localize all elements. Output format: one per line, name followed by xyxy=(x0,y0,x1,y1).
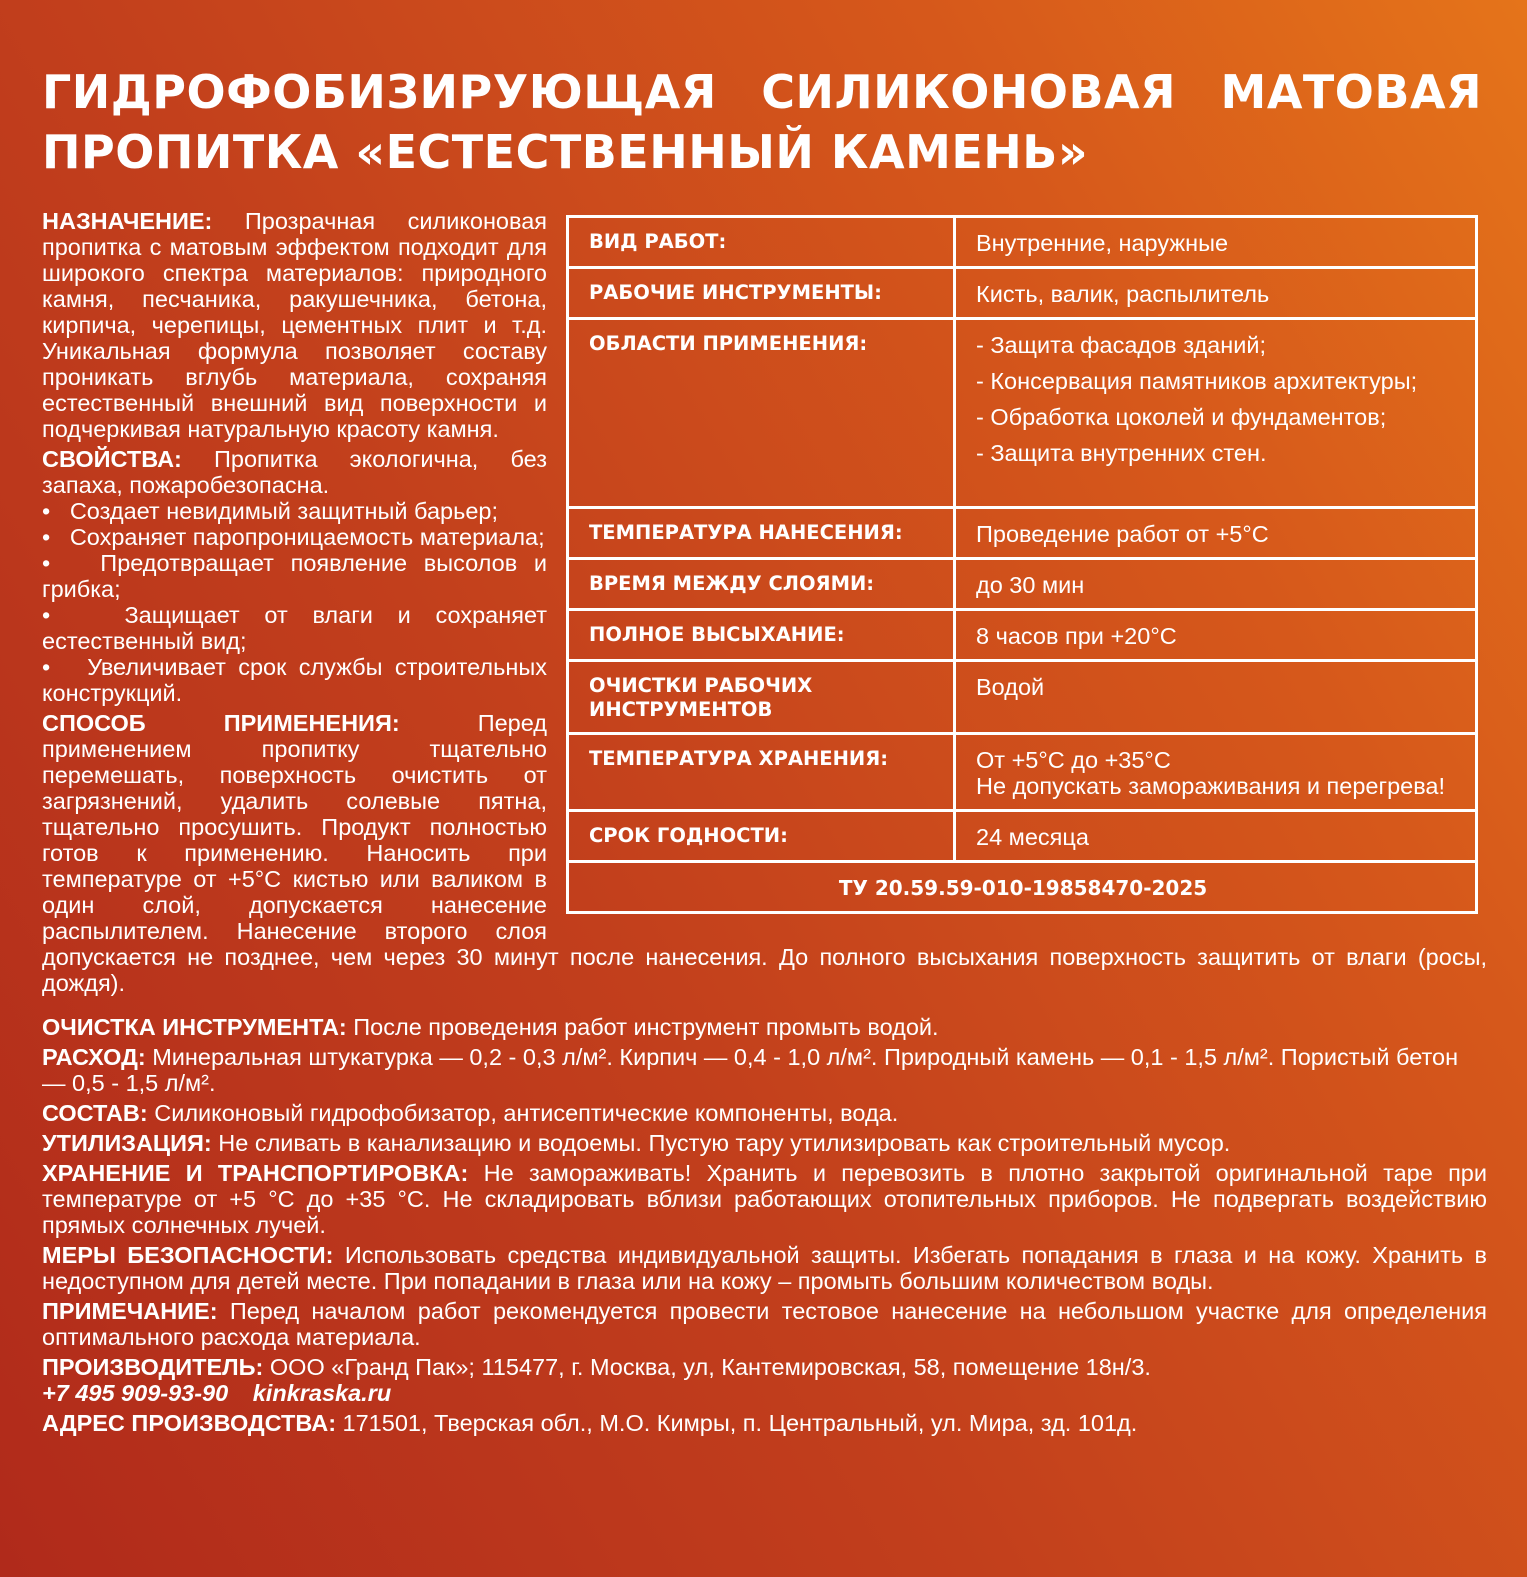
section-label: НАЗНАЧЕНИЕ: xyxy=(42,208,213,234)
section-text: Использовать средства индивидуальной защиты. Избегать попадания в глаза и на кожу. Хранить в недоступном для детей месте. При попадании в глаза или на кожу – промыть большим количеством воды. xyxy=(42,1242,1488,1294)
section-label: СПОСОБ ПРИМЕНЕНИЯ: xyxy=(42,710,400,736)
spec-value: Внутренние, наружные xyxy=(955,217,1477,268)
section-label: УТИЛИЗАЦИЯ: xyxy=(42,1130,212,1156)
list-item: • Увеличивает срок службы строительных конструкций. xyxy=(42,654,547,706)
section-label: ПРОИЗВОДИТЕЛЬ: xyxy=(42,1354,264,1380)
storage-section xyxy=(42,1160,1487,1238)
spec-key: ВРЕМЯ МЕЖДУ СЛОЯМИ: xyxy=(568,559,955,610)
spec-key: ТЕМПЕРАТУРА ХРАНЕНИЯ: xyxy=(568,734,955,811)
page-title xyxy=(42,62,1482,182)
storage-warning: Не допускать замораживания и перегрева! xyxy=(976,773,1446,799)
safety-section xyxy=(42,1242,1487,1294)
description-body xyxy=(42,208,1487,1440)
spec-value: Водой xyxy=(955,661,1477,734)
section-label: ОЧИСТКА ИНСТРУМЕНТА: xyxy=(42,1014,347,1040)
title-word: СИЛИКОНОВАЯ xyxy=(761,65,1177,119)
list-item: • Сохраняет паропроницаемость материала; xyxy=(42,524,545,550)
spec-value: 8 часов при +20°С xyxy=(955,610,1477,661)
table-spacer xyxy=(547,208,1487,938)
section-label: МЕРЫ БЕЗОПАСНОСТИ: xyxy=(42,1242,334,1268)
spec-key: ТЕМПЕРАТУРА НАНЕСЕНИЯ: xyxy=(568,508,955,559)
spec-value: до 30 мин xyxy=(955,559,1477,610)
consumption-section xyxy=(42,1044,1487,1096)
spec-key: РАБОЧИЕ ИНСТРУМЕНТЫ: xyxy=(568,268,955,319)
list-item: • Создает невидимый защитный барьер; xyxy=(42,498,498,524)
section-text: Не сливать в канализацию и водоемы. Пустую тару утилизировать как строительный мусор. xyxy=(218,1130,1231,1156)
manufacturer-section xyxy=(42,1354,1487,1380)
website-link[interactable]: kinkraska.ru xyxy=(252,1380,392,1406)
spec-value: Проведение работ от +5°С xyxy=(955,508,1477,559)
section-label: РАСХОД: xyxy=(42,1044,146,1070)
note-section xyxy=(42,1298,1487,1350)
list-item: - Защита внутренних стен. xyxy=(976,440,1267,466)
list-item: - Защита фасадов зданий; xyxy=(976,332,1266,358)
contact-line xyxy=(42,1380,1487,1406)
spec-key: ВИД РАБОТ: xyxy=(568,217,955,268)
section-label: ХРАНЕНИЕ И ТРАНСПОРТИРОВКА: xyxy=(42,1160,469,1186)
list-item: • Предотвращает появление высолов и грибка; xyxy=(42,550,547,602)
section-text: Прозрачная силиконовая пропитка с матовым эффектом подходит для широкого спектра материалов: природного камня, песчаника, ракушечника, бетона, кирпича, черепицы, цементных плит и т.д. Уникальная формула позволяет составу проникать вглубь материала, сохраняя естественный внешний вид поверхности и подчеркивая натуральную красоту камня. xyxy=(42,208,548,442)
section-text: Перед применением пропитку тщательно перемешать, поверхность очистить от загрязнений, удалить солевые пятна, тщательно просушить. Продукт полностью готов к применению. Наносить при температуре от +5°С кистью или валиком в один слой, допускается нанесение распылителем. Нанесение второго слоя допускается не позднее, чем через 30 минут после нанесения. До полного высыхания поверхность защитить от влаги (росы, дождя). xyxy=(42,710,1487,996)
section-label: СВОЙСТВА: xyxy=(42,446,182,472)
section-label: ПРИМЕЧАНИЕ: xyxy=(42,1298,218,1324)
section-text: Силиконовый гидрофобизатор, антисептические компоненты, вода. xyxy=(154,1100,899,1126)
disposal-section xyxy=(42,1130,1487,1156)
section-text: 171501, Тверская обл., М.О. Кимры, п. Центральный, ул. Мира, зд. 101д. xyxy=(342,1410,1138,1436)
section-text: После проведения работ инструмент промыть водой. xyxy=(353,1014,939,1040)
title-line-1 xyxy=(42,62,1482,122)
composition-section xyxy=(42,1100,1487,1126)
section-text: ООО «Гранд Пак»; 115477, г. Москва, ул, Кантемировская, 58, помещение 18н/3. xyxy=(269,1354,1151,1380)
list-item: - Консервация памятников архитектуры; xyxy=(976,368,1418,394)
section-label: АДРЕС ПРОИЗВОДСТВА: xyxy=(42,1410,337,1436)
spec-key: ОЧИСТКИ РАБОЧИХ ИНСТРУМЕНТОВ xyxy=(568,661,955,734)
section-label: СОСТАВ: xyxy=(42,1100,148,1126)
section-text: Минеральная штукатурка — 0,2 - 0,3 л/м². Кирпич — 0,4 - 1,0 л/м². Природный камень — 0,1 - 1,5 л/м². Пористый бетон — 0,5 - 1,5 л/м². xyxy=(42,1044,1459,1096)
spec-key: СРОК ГОДНОСТИ: xyxy=(568,811,955,862)
title-word: МАТОВАЯ xyxy=(1220,65,1482,119)
spec-value: Кисть, валик, распылитель xyxy=(955,268,1477,319)
title-word: ГИДРОФОБИЗИРУЮЩАЯ xyxy=(42,65,717,119)
storage-temp: От +5°С до +35°С xyxy=(976,747,1171,773)
production-section xyxy=(42,1410,1487,1436)
cleaning-section xyxy=(42,1014,1487,1040)
title-line-2: ПРОПИТКА «ЕСТЕСТВЕННЫЙ КАМЕНЬ» xyxy=(42,125,1089,179)
list-item: - Обработка цоколей и фундаментов; xyxy=(976,404,1387,430)
spec-key: ОБЛАСТИ ПРИМЕНЕНИЯ: xyxy=(568,319,955,508)
section-text: Перед началом работ рекомендуется провести тестовое нанесение на небольшом участке для определения оптимального расхода материала. xyxy=(42,1298,1487,1350)
spec-key: ПОЛНОЕ ВЫСЫХАНИЕ: xyxy=(568,610,955,661)
section-text: Пропитка экологична, без запаха, пожаробезопасна. xyxy=(42,446,548,498)
spec-value: 24 месяца xyxy=(955,811,1477,862)
phone-number: +7 495 909-93-90 xyxy=(42,1380,229,1406)
list-item: • Защищает от влаги и сохраняет естественный вид; xyxy=(42,602,547,654)
section-text: Не замораживать! Хранить и перевозить в плотно закрытой оригинальной таре при температуре от +5 °С до +35 °С. Не складировать вблизи работающих отопительных приборов. Не подвергать воздействию прямых солнечных лучей. xyxy=(42,1160,1487,1238)
tu-code: ТУ 20.59.59-010-19858470-2025 xyxy=(568,862,1477,913)
